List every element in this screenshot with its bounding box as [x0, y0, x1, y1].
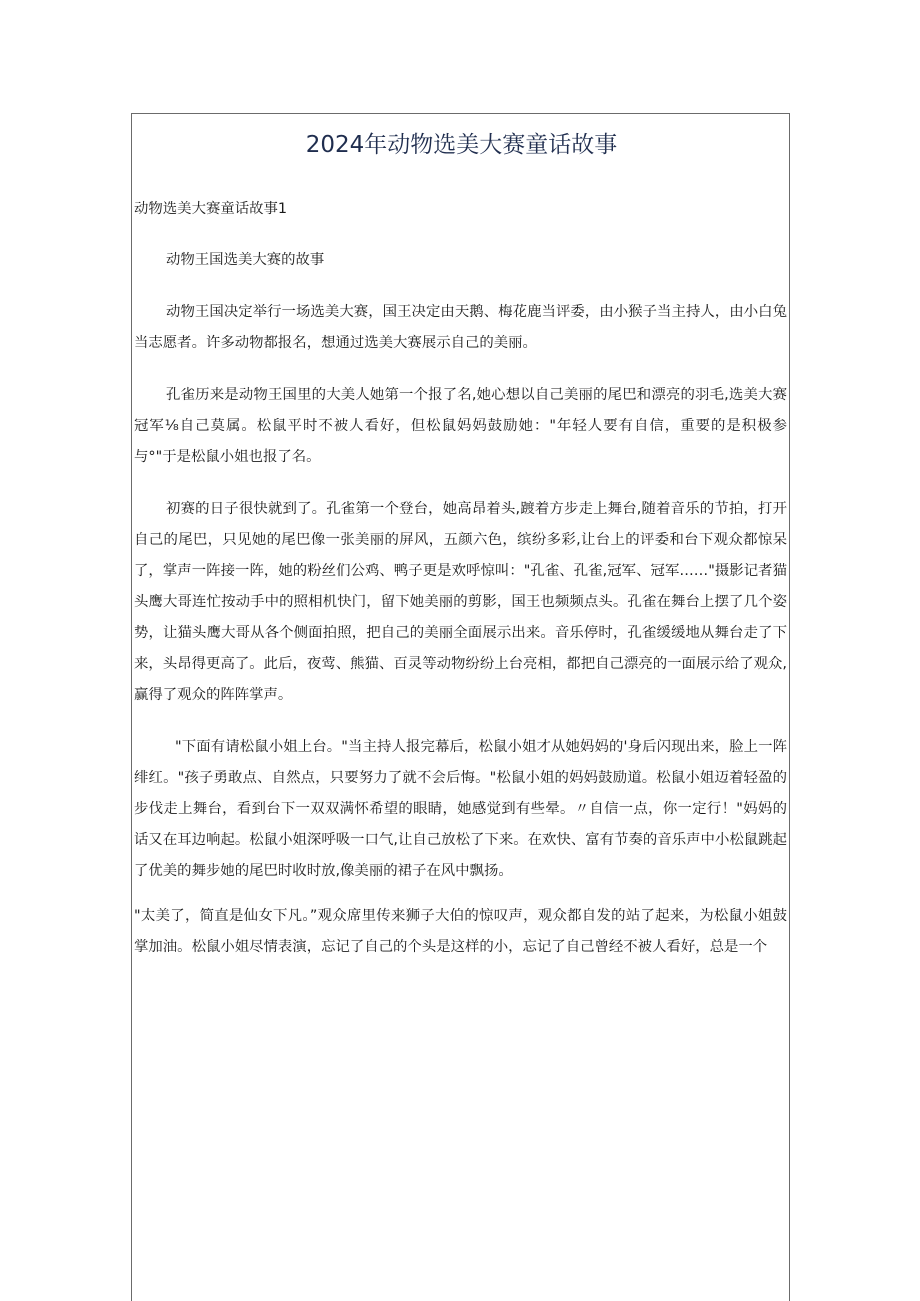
paragraph-2: 孔雀历来是动物王国里的大美人她第一个报了名,她心想以自己美丽的尾巴和漂亮的羽毛,选美大赛冠军⅛自己莫属。松鼠平时不被人看好，但松鼠妈妈鼓励她："年轻人要有自信，重要的是积极参与°"于是松鼠小姐也报了名。	[134, 387, 787, 465]
document-page	[131, 113, 790, 1301]
story-title: 动物王国选美大赛的故事	[166, 252, 325, 268]
paragraph-5: "太美了，简直是仙女下凡。”观众席里传来狮子大伯的惊叹声，观众都自发的站了起来，为松鼠小姐鼓掌加油。松鼠小姐尽情表演，忘记了自己的个头是这样的小，忘记了自己曾经不被人看好，总是一个	[134, 908, 787, 955]
document-title: 2024年动物选美大赛童话故事	[305, 132, 618, 158]
paragraph-3: 初赛的日子很快就到了。孔雀第一个登台，她高昂着头,踱着方步走上舞台,随着音乐的节拍，打开自己的尾巴，只见她的尾巴像一张美丽的屏风，五颜六色，缤纷多彩,让台上的评委和台下观众都惊呆了，掌声一阵接一阵，她的粉丝们公鸡、鸭子更是欢呼惊叫："孔雀、孔雀,冠军、冠军……"摄影记者猫头鹰大哥连忙按动手中的照相机快门，留下她美丽的剪影，国王也频频点头。孔雀在舞台上摆了几个姿势，让猫头鹰大哥从各个侧面拍照，把自己的美丽全面展示出来。音乐停时，孔雀缓缓地从舞台走了下来，头昂得更高了。此后，夜莺、熊猫、百灵等动物纷纷上台亮相，都把自己漂亮的一面展示给了观众,赢得了观众的阵阵掌声。	[134, 501, 787, 703]
paragraph-4: "下面有请松鼠小姐上台。"当主持人报完幕后，松鼠小姐才从她妈妈的'身后闪现出来，脸上一阵绯红。"孩子勇敢点、自然点，只要努力了就不会后悔。"松鼠小姐的妈妈鼓励道。松鼠小姐迈着轻盈的步伐走上舞台，看到台下一双双满怀希望的眼睛，她感觉到有些晕。〃自信一点，你一定行！"妈妈的话又在耳边响起。松鼠小姐深呼吸一口气,让自己放松了下来。在欢快、富有节奏的音乐声中小松鼠跳起了优美的舞步她的尾巴时收时放,像美丽的裙子在风中飘扬。	[134, 739, 787, 879]
paragraph-1: 动物王国决定举行一场选美大赛，国王决定由天鹅、梅花鹿当评委，由小猴子当主持人，由小白兔当志愿者。许多动物都报名，想通过选美大赛展示自己的美丽。	[134, 304, 787, 351]
chapter-heading: 动物选美大赛童话故事1	[134, 201, 288, 217]
document-body	[132, 194, 791, 963]
